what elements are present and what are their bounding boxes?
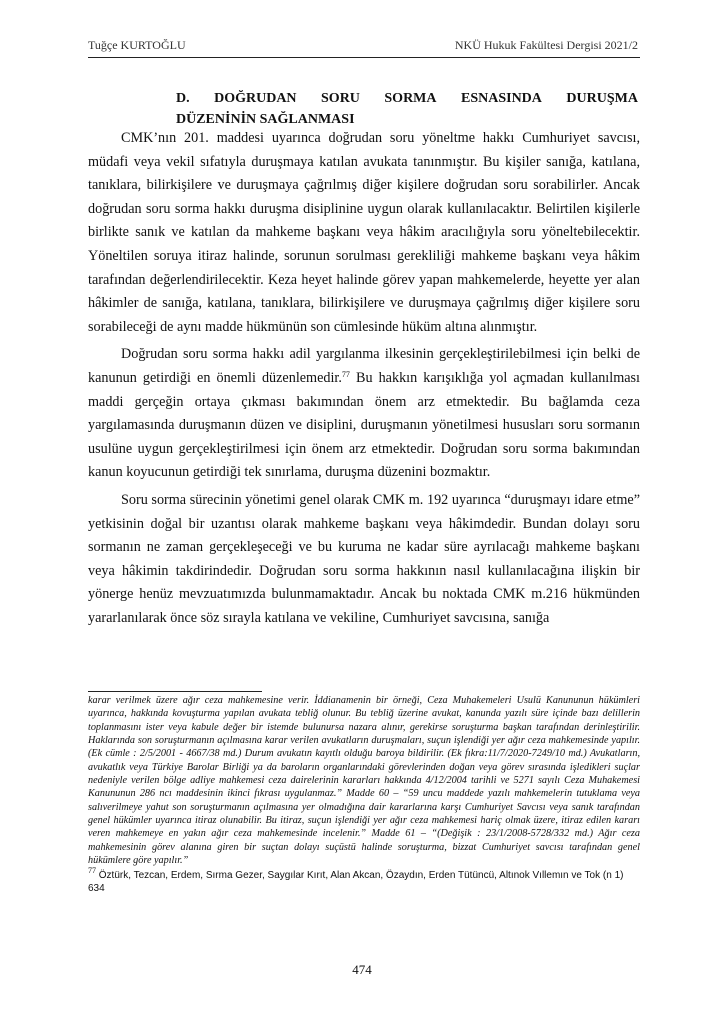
section-heading-line-1 [88, 88, 638, 109]
body-text [88, 127, 640, 630]
heading-word: DOĞRUDAN [214, 91, 297, 106]
paragraph-2-part-1: Doğrudan soru sorma hakkı adil yargılanma ilkesinin gerçekleştirilebilmesi için belki de kanunun getirdiği en önemli düzenlemedir. [88, 346, 640, 386]
heading-word: ESNASINDA [460, 91, 542, 106]
running-header [88, 38, 638, 56]
footnote-continued: karar verilmek üzere ağır ceza mahkemesine verir. İddianamenin bir örneği, Ceza Muhakemeleri Usulü Kanununun hükümleri uyarınca, hakkında kovuşturma yapılan avukata tebliğ olunur. Bu tebliğ üzerine avukat, kanunda yazılı süre içinde bazı delillerin toplanmasını ister veya kabule değer bir istemde bulunursa nazara alınır, gerekirse soruşturma başkan tarafından derinleştirilir. Haklarında son soruşturmanın açılmasına karar verilen avukatların duruşmaları, suçun işlendiği yer ağır ceza mahkemesinde yapılır. (Ek cümle : 2/5/2001 - 4667/38 md.) Durum avukatın kayıtlı olduğu baroya bildirilir. (Ek fıkra:11/7/2020-7249/10 md.) Avukatların, avukatlık veya Türkiye Barolar Birliği ya da baroların organlarındaki görevlerinden doğan veya görev sırasında işledikleri suçlar nedeniyle verilen bölge adliye mahkemesi ceza dairelerinin kararları hakkında 4/12/2004 tarihli ve 5271 sayılı Ceza Muhakemesi Kanununun 286 ncı maddesinin ikinci fıkrası uygulanmaz.” Madde 60 – “59 uncu maddede yazılı mahkemelerin tutuklama veya salıverilmeye yahut son soruşturmanın açılmasına yer olmadığına dair kararlarına karşı Cumhuriyet Savcısı veya sanık tarafından genel hükümler uyarınca itiraz olunabilir. Bu itiraz, suçun işlendiği yer ağır ceza mahkemesi hariç olmak üzere, itiraz edilen kararı veren mahkemeye en yakın ağır ceza mahkemesinde incelenir.” Madde 61 – “(Değişik : 23/1/2008-5728/332 md.) Ağır ceza mahkemesinin görev alanına giren bir suçtan dolayı suçüstü halinde soruşturma, bizzat Cumhuriyet savcısı tarafından genel hükümlere göre yapılır.” [88, 695, 640, 867]
footnote-77-text: Öztürk, Tezcan, Erdem, Sırma Gezer, Saygılar Kırıt, Alan Akcan, Özaydın, Erden Tütüncü, Altınok Vıllemın ve Tok (n 1) 634 [88, 870, 624, 895]
paragraph-3: Soru sorma sürecinin yönetimi genel olarak CMK m. 192 uyarınca “duruşmayı idare etme” yetkisinin doğal bir uzantısı olarak mahkeme başkanı veya hâkimdedir. Bundan dolayı soru sormanın ne zaman gerçekleşeceği ve bu kuruma ne kadar süre ayrılacağı mahkeme başkanı veya hâkimin takdirindedir. Doğrudan soru sorma hakkının nasıl kullanılacağına ilişkin bir yönerge henüz mevzuatımızda bulunmamaktadır. Ancak bu noktada CMK m.216 hükmünden yararlanılarak önce söz sırayla katılana ve vekiline, Cumhuriyet savcısına, sanığa [88, 491, 640, 626]
section-heading [88, 88, 638, 130]
section-heading-line-2: DÜZENİNİN SAĞLANMASI [176, 112, 355, 127]
heading-word: DURUŞMA [566, 91, 638, 106]
footnote-separator [88, 691, 262, 692]
footnote-ref-77[interactable]: 77 [341, 369, 350, 379]
paragraph-1: CMK’nın 201. maddesi uyarınca doğrudan soru yöneltme hakkı Cumhuriyet savcısı, müdafi veya vekil sıfatıyla duruşmaya katılan avukata tanınmıştır. Bu kişiler sanığa, katılana, tanıklara, bilirkişilere ve duruşmaya çağrılmış diğer kişilere doğrudan soru sorabilirler. Ancak doğrudan soru sorma hakkı duruşma disiplinine uygun olarak kullanılacaktır. Belirtilen kişilerle birlikte sanık ve katılan da mahkeme başkanı veya hâkim aracılığıyla soru yöneltebilecektir. Yöneltilen soruya itiraz halinde, sorunun sorulması gerekliliği mahkeme başkanı veya hâkim tarafından değerlendirilecektir. Keza heyet halinde görev yapan mahkemelerde, heyette yer alan hâkimler de sanığa, katılana, tanıklara, bilirkişilere ve duruşmaya çağrılmış diğer kişilere soru sorabileceği de aynı madde hükmünün son cümlesinde hüküm altına alınmıştır. [88, 130, 640, 335]
paragraph-2-part-2: Bu hakkın karışıklığa yol açmadan kullanılması maddi gerçeğin ortaya çıkması bakımından önem arz etmektedir. Bu bağlamda ceza yargılamasında duruşmanın düzen ve disiplini, duruşmanın yönetilmesi hususları soru sormanın usulüne uygun gerçekleştirilmesi için önem arz etmektedir. Doğrudan soru sorma bakımından kanun koyucunun getirdiği tek sınırlama, duruşma düzenini bozmaktır. [88, 369, 640, 481]
paragraph-2 [88, 343, 640, 485]
footnotes [88, 694, 640, 895]
section-letter: D. [176, 91, 190, 106]
header-journal: NKÜ Hukuk Fakültesi Dergisi 2021/2 [454, 38, 638, 52]
footnote-77 [88, 866, 640, 895]
heading-word: SORU [321, 91, 360, 106]
footnote-77-marker: 77 [88, 866, 96, 876]
page-number: 474 [352, 962, 372, 977]
heading-word: SORMA [384, 91, 437, 106]
header-rule [88, 57, 640, 58]
header-author: Tuğçe KURTOĞLU [88, 38, 186, 52]
